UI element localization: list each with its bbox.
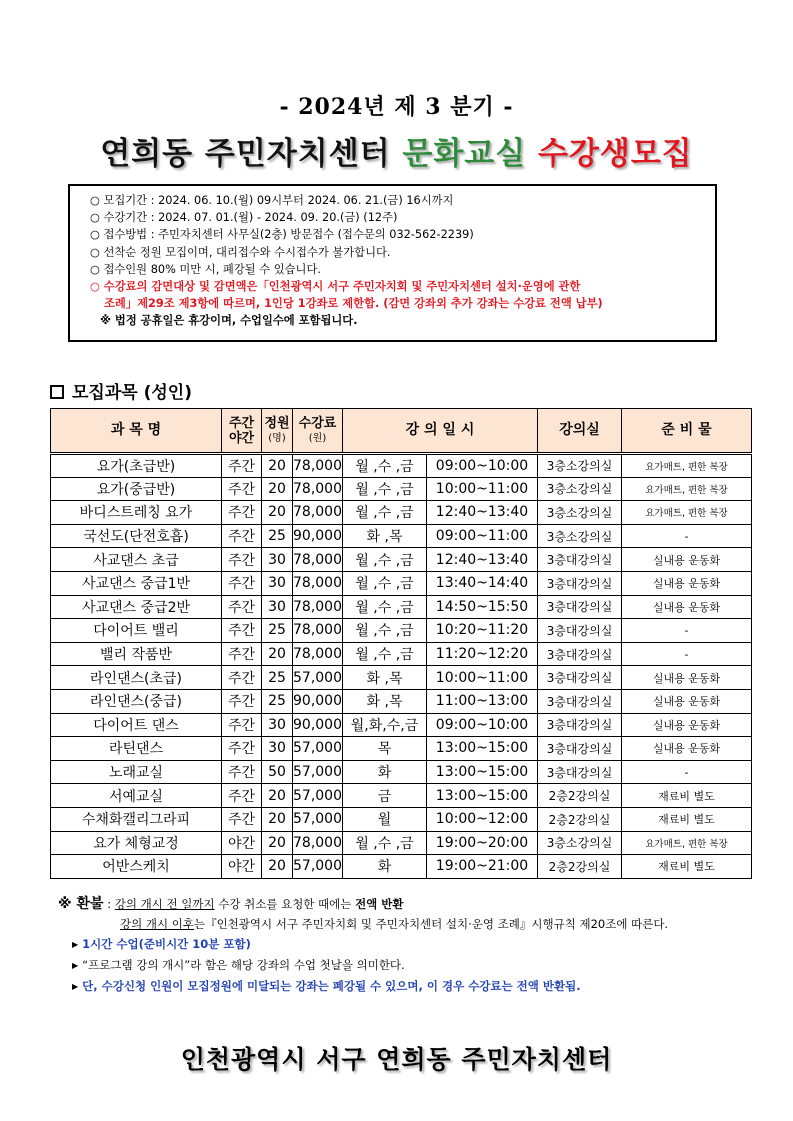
course-room: 3층소강의실 bbox=[538, 477, 622, 501]
table-row bbox=[51, 642, 752, 666]
course-fee: 78,000 bbox=[293, 454, 343, 478]
main-title bbox=[0, 128, 793, 173]
course-room: 3층소강의실 bbox=[538, 524, 622, 548]
course-days: 화 bbox=[343, 855, 427, 879]
course-days: 월 ,수 ,금 bbox=[343, 571, 427, 595]
refund-bullet-3 bbox=[58, 976, 768, 997]
table-row bbox=[51, 548, 752, 572]
course-room: 3층대강의실 bbox=[538, 689, 622, 713]
course-table-body bbox=[51, 454, 752, 879]
course-subject: 어반스케치 bbox=[51, 855, 222, 879]
course-prep: - bbox=[622, 642, 752, 666]
checkbox-square-icon bbox=[50, 385, 64, 399]
course-capacity: 20 bbox=[262, 831, 293, 855]
refund-bullet-1 bbox=[58, 934, 768, 955]
course-subject: 수채화캘리그라피 bbox=[51, 807, 222, 831]
course-capacity: 30 bbox=[262, 548, 293, 572]
course-time: 12:40~13:40 bbox=[427, 548, 538, 572]
table-row bbox=[51, 501, 752, 525]
header-subject: 과 목 명 bbox=[51, 409, 222, 454]
refund-mark: ※ 환불 bbox=[58, 896, 104, 912]
course-capacity: 50 bbox=[262, 760, 293, 784]
course-capacity: 20 bbox=[262, 784, 293, 808]
course-fee: 57,000 bbox=[293, 666, 343, 690]
course-fee: 78,000 bbox=[293, 595, 343, 619]
title-recruitment: 수강생모집 bbox=[537, 136, 693, 172]
course-time: 13:40~14:40 bbox=[427, 571, 538, 595]
course-type: 주간 bbox=[222, 737, 262, 761]
course-fee: 90,000 bbox=[293, 713, 343, 737]
course-subject: 바디스트레칭 요가 bbox=[51, 501, 222, 525]
course-days: 월 ,수 ,금 bbox=[343, 477, 427, 501]
refund-colon: : bbox=[103, 897, 115, 911]
course-type: 주간 bbox=[222, 666, 262, 690]
course-time: 13:00~15:00 bbox=[427, 760, 538, 784]
course-days: 월 ,수 ,금 bbox=[343, 548, 427, 572]
course-time: 10:00~11:00 bbox=[427, 477, 538, 501]
course-prep: 실내용 운동화 bbox=[622, 595, 752, 619]
course-fee: 78,000 bbox=[293, 831, 343, 855]
course-prep: 요가매트, 편한 복장 bbox=[622, 454, 752, 478]
course-room: 2층2강의실 bbox=[538, 784, 622, 808]
course-fee: 78,000 bbox=[293, 642, 343, 666]
course-days: 월,화,수,금 bbox=[343, 713, 427, 737]
course-room: 2층2강의실 bbox=[538, 807, 622, 831]
header-capacity bbox=[262, 409, 293, 454]
course-prep: 재료비 별도 bbox=[622, 807, 752, 831]
course-time: 09:00~10:00 bbox=[427, 713, 538, 737]
course-subject: 요가(초급반) bbox=[51, 454, 222, 478]
course-prep: 재료비 별도 bbox=[622, 855, 752, 879]
course-type: 주간 bbox=[222, 784, 262, 808]
refund-bullet-2 bbox=[58, 955, 768, 976]
table-row bbox=[51, 713, 752, 737]
refund-line-1 bbox=[58, 894, 768, 914]
refund-after-start: 강의 개시 이후 bbox=[120, 917, 194, 931]
course-type: 주간 bbox=[222, 807, 262, 831]
course-time: 11:20~12:20 bbox=[427, 642, 538, 666]
table-row bbox=[51, 784, 752, 808]
course-time: 12:40~13:40 bbox=[427, 501, 538, 525]
course-room: 2층2강의실 bbox=[538, 855, 622, 879]
table-row bbox=[51, 477, 752, 501]
course-prep: 요가매트, 편한 복장 bbox=[622, 477, 752, 501]
course-fee: 57,000 bbox=[293, 760, 343, 784]
course-type: 주간 bbox=[222, 713, 262, 737]
course-capacity: 30 bbox=[262, 595, 293, 619]
course-capacity: 20 bbox=[262, 454, 293, 478]
table-row bbox=[51, 571, 752, 595]
table-header-row bbox=[51, 409, 752, 454]
course-capacity: 30 bbox=[262, 713, 293, 737]
course-fee: 78,000 bbox=[293, 477, 343, 501]
notice-discount bbox=[90, 278, 705, 312]
header-type bbox=[222, 409, 262, 454]
course-fee: 78,000 bbox=[293, 501, 343, 525]
course-capacity: 20 bbox=[262, 642, 293, 666]
course-time: 09:00~10:00 bbox=[427, 454, 538, 478]
refund-full: 전액 반환 bbox=[355, 897, 404, 911]
table-row bbox=[51, 619, 752, 643]
table-row bbox=[51, 737, 752, 761]
course-time: 19:00~21:00 bbox=[427, 855, 538, 879]
course-type: 주간 bbox=[222, 571, 262, 595]
course-subject: 국선도(단전호흡) bbox=[51, 524, 222, 548]
course-prep: 요가매트, 편한 복장 bbox=[622, 501, 752, 525]
notice-holiday: ※ 법정 공휴일은 휴강이며, 수업일수에 포함됩니다. bbox=[100, 314, 358, 328]
course-type: 주간 bbox=[222, 619, 262, 643]
course-days: 화 bbox=[343, 760, 427, 784]
course-time: 14:50~15:50 bbox=[427, 595, 538, 619]
course-days: 월 ,수 ,금 bbox=[343, 454, 427, 478]
header-fee-unit: (원) bbox=[308, 432, 327, 444]
course-capacity: 20 bbox=[262, 501, 293, 525]
course-days: 월 ,수 ,금 bbox=[343, 501, 427, 525]
course-fee: 57,000 bbox=[293, 807, 343, 831]
course-type: 주간 bbox=[222, 548, 262, 572]
bullet-3-text: 단, 수강신청 인원이 모집정원에 미달되는 강좌는 폐강될 수 있으며, 이 경우 수강료는 전액 반환됨. bbox=[82, 979, 581, 993]
table-row bbox=[51, 689, 752, 713]
course-subject: 요가(중급반) bbox=[51, 477, 222, 501]
table-row bbox=[51, 855, 752, 879]
course-subject: 다이어트 밸리 bbox=[51, 619, 222, 643]
table-row bbox=[51, 454, 752, 478]
course-room: 3층소강의실 bbox=[538, 831, 622, 855]
course-room: 3층대강의실 bbox=[538, 595, 622, 619]
course-time: 10:00~11:00 bbox=[427, 666, 538, 690]
course-capacity: 20 bbox=[262, 477, 293, 501]
course-time: 13:00~15:00 bbox=[427, 737, 538, 761]
course-capacity: 25 bbox=[262, 619, 293, 643]
course-room: 3층대강의실 bbox=[538, 760, 622, 784]
course-type: 주간 bbox=[222, 501, 262, 525]
course-days: 목 bbox=[343, 737, 427, 761]
notice-box bbox=[68, 184, 717, 342]
course-prep: 실내용 운동화 bbox=[622, 548, 752, 572]
header-schedule: 강 의 일 시 bbox=[343, 409, 538, 454]
course-subject: 라틴댄스 bbox=[51, 737, 222, 761]
course-days: 월 bbox=[343, 807, 427, 831]
table-row bbox=[51, 807, 752, 831]
course-room: 3층대강의실 bbox=[538, 619, 622, 643]
course-type: 주간 bbox=[222, 477, 262, 501]
course-days: 월 ,수 ,금 bbox=[343, 642, 427, 666]
course-subject: 라인댄스(초급) bbox=[51, 666, 222, 690]
header-prep: 준 비 물 bbox=[622, 409, 752, 454]
title-center-name: 연희동 주민자치센터 bbox=[100, 136, 391, 172]
course-prep: 실내용 운동화 bbox=[622, 571, 752, 595]
notice-line: ○ 모집기간 : 2024. 06. 10.(월) 09시부터 2024. 06. 21.(금) 16시까지 bbox=[90, 194, 454, 207]
course-subject: 사교댄스 중급1반 bbox=[51, 571, 222, 595]
section-title-text: 모집과목 (성인) bbox=[72, 383, 192, 403]
footer-organization: 인천광역시 서구 연희동 주민자치센터 bbox=[180, 1045, 613, 1074]
notice-line: ○ 수강기간 : 2024. 07. 01.(월) - 2024. 09. 20.(금) (12주) bbox=[90, 211, 398, 225]
course-capacity: 25 bbox=[262, 689, 293, 713]
course-fee: 57,000 bbox=[293, 855, 343, 879]
course-type: 주간 bbox=[222, 454, 262, 478]
header-room: 강의실 bbox=[538, 409, 622, 454]
course-prep: 실내용 운동화 bbox=[622, 689, 752, 713]
triangle-bullet-icon: ▶ bbox=[72, 940, 79, 949]
course-table bbox=[50, 408, 752, 879]
course-fee: 78,000 bbox=[293, 619, 343, 643]
course-prep: 실내용 운동화 bbox=[622, 713, 752, 737]
course-capacity: 30 bbox=[262, 737, 293, 761]
header-type-top: 주간 bbox=[228, 415, 255, 431]
header-type-bottom: 야간 bbox=[228, 430, 255, 446]
notice-discount-line1: ○ 수강료의 감면대상 및 감면액은「인천광역시 서구 주민자치회 및 주민자치센터 설치·운영에 관한 bbox=[90, 280, 581, 294]
header-capacity-label: 정원 bbox=[264, 415, 290, 431]
course-time: 10:20~11:20 bbox=[427, 619, 538, 643]
course-fee: 57,000 bbox=[293, 784, 343, 808]
course-prep: 실내용 운동화 bbox=[622, 737, 752, 761]
notice-line: ○ 선착순 정원 모집이며, 대리접수와 수시접수가 불가합니다. bbox=[90, 245, 391, 259]
course-subject: 밸리 작품반 bbox=[51, 642, 222, 666]
title-culture-class: 문화교실 bbox=[402, 136, 527, 172]
refund-ordinance-text: 는『인천광역시 서구 주민자치회 및 주민자치센터 설치·운영 조례』시행규칙 제20조에 따른다. bbox=[193, 917, 669, 931]
course-type: 주간 bbox=[222, 642, 262, 666]
course-prep: - bbox=[622, 619, 752, 643]
course-days: 화 ,목 bbox=[343, 666, 427, 690]
course-room: 3층대강의실 bbox=[538, 642, 622, 666]
refund-section bbox=[58, 894, 768, 997]
course-subject: 노래교실 bbox=[51, 760, 222, 784]
course-fee: 90,000 bbox=[293, 689, 343, 713]
course-prep: 실내용 운동화 bbox=[622, 666, 752, 690]
refund-line-2 bbox=[58, 914, 768, 934]
course-subject: 다이어트 댄스 bbox=[51, 713, 222, 737]
course-time: 11:00~13:00 bbox=[427, 689, 538, 713]
course-room: 3층대강의실 bbox=[538, 571, 622, 595]
course-prep: 요가매트, 편한 복장 bbox=[622, 831, 752, 855]
table-row bbox=[51, 666, 752, 690]
course-days: 월 ,수 ,금 bbox=[343, 831, 427, 855]
course-subject: 사교댄스 초급 bbox=[51, 548, 222, 572]
course-type: 야간 bbox=[222, 855, 262, 879]
table-row bbox=[51, 760, 752, 784]
course-room: 3층대강의실 bbox=[538, 548, 622, 572]
course-type: 주간 bbox=[222, 595, 262, 619]
header-fee bbox=[293, 409, 343, 454]
course-prep: 재료비 별도 bbox=[622, 784, 752, 808]
course-room: 3층대강의실 bbox=[538, 666, 622, 690]
course-subject: 요가 체형교정 bbox=[51, 831, 222, 855]
notice-discount-line2: 조례」제29조 제3항에 따르며, 1인당 1강좌로 제한함. (감면 강좌외 추가 강좌는 수강료 전액 납부) bbox=[104, 297, 603, 311]
course-type: 야간 bbox=[222, 831, 262, 855]
header-fee-label: 수강료 bbox=[298, 415, 337, 431]
header-capacity-unit: (명) bbox=[268, 432, 286, 444]
course-days: 월 ,수 ,금 bbox=[343, 619, 427, 643]
triangle-bullet-icon: ▶ bbox=[72, 982, 79, 991]
course-capacity: 20 bbox=[262, 807, 293, 831]
course-fee: 78,000 bbox=[293, 571, 343, 595]
course-type: 주간 bbox=[222, 689, 262, 713]
course-capacity: 25 bbox=[262, 524, 293, 548]
course-fee: 90,000 bbox=[293, 524, 343, 548]
course-days: 월 ,수 ,금 bbox=[343, 595, 427, 619]
course-room: 3층소강의실 bbox=[538, 454, 622, 478]
bullet-2-text: “프로그램 강의 개시”라 함은 해당 강좌의 수업 첫날을 의미한다. bbox=[82, 958, 405, 972]
course-prep: - bbox=[622, 524, 752, 548]
table-row bbox=[51, 595, 752, 619]
course-room: 3층대강의실 bbox=[538, 713, 622, 737]
course-capacity: 30 bbox=[262, 571, 293, 595]
course-type: 주간 bbox=[222, 524, 262, 548]
course-prep: - bbox=[622, 760, 752, 784]
course-time: 09:00~11:00 bbox=[427, 524, 538, 548]
course-capacity: 25 bbox=[262, 666, 293, 690]
table-row bbox=[51, 524, 752, 548]
course-days: 화 ,목 bbox=[343, 689, 427, 713]
table-row bbox=[51, 831, 752, 855]
course-days: 금 bbox=[343, 784, 427, 808]
course-subject: 라인댄스(중급) bbox=[51, 689, 222, 713]
bullet-1-text: 1시간 수업(준비시간 10분 포함) bbox=[82, 937, 251, 951]
refund-request-text: 수강 취소를 요청한 때에는 bbox=[214, 897, 356, 911]
refund-before-start: 강의 개시 전 일까지 bbox=[114, 897, 215, 911]
course-time: 10:00~12:00 bbox=[427, 807, 538, 831]
notice-line: ○ 접수방법 : 주민자치센터 사무실(2층) 방문접수 (접수문의 032-562-2239) bbox=[90, 228, 474, 242]
course-fee: 57,000 bbox=[293, 737, 343, 761]
section-title bbox=[50, 378, 192, 403]
notice-line: ○ 접수인원 80% 미만 시, 폐강될 수 있습니다. bbox=[90, 262, 321, 276]
course-fee: 78,000 bbox=[293, 548, 343, 572]
course-room: 3층소강의실 bbox=[538, 501, 622, 525]
course-type: 주간 bbox=[222, 760, 262, 784]
headline: - 2024년 제 3 분기 - bbox=[279, 94, 514, 120]
course-days: 화 ,목 bbox=[343, 524, 427, 548]
course-subject: 사교댄스 중급2반 bbox=[51, 595, 222, 619]
course-room: 3층대강의실 bbox=[538, 737, 622, 761]
triangle-bullet-icon: ▶ bbox=[72, 961, 79, 970]
course-subject: 서예교실 bbox=[51, 784, 222, 808]
course-capacity: 20 bbox=[262, 855, 293, 879]
course-time: 19:00~20:00 bbox=[427, 831, 538, 855]
course-time: 13:00~15:00 bbox=[427, 784, 538, 808]
